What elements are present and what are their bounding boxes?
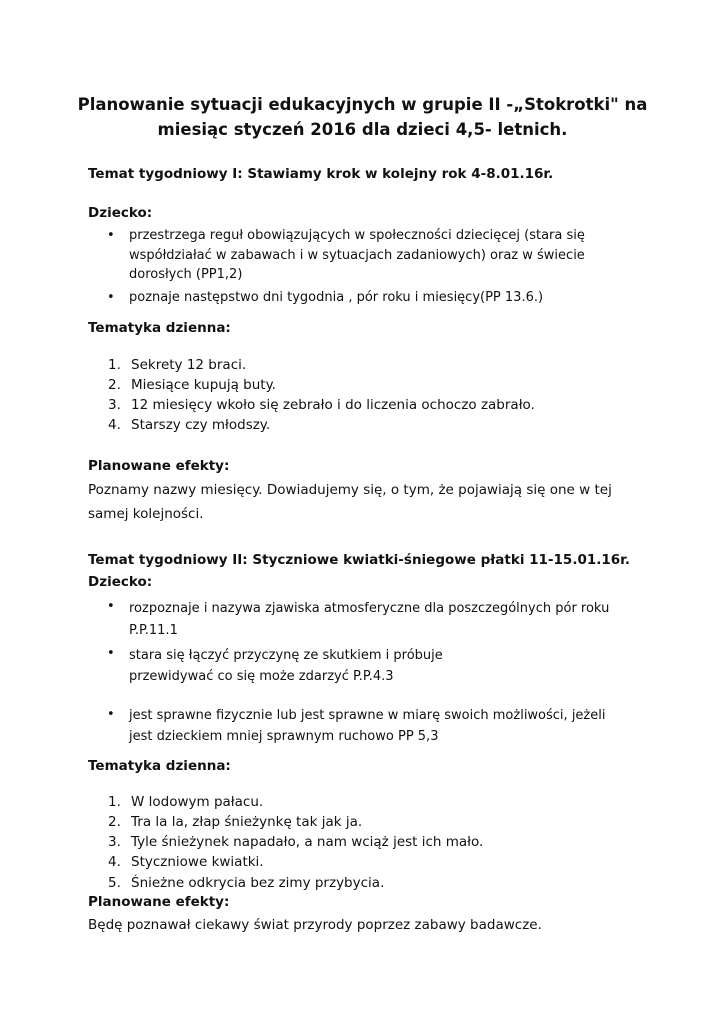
list-number: 5. (108, 875, 121, 891)
goal-line: dorosłych (PP1,2) (129, 267, 243, 282)
bullet-icon: • (107, 646, 115, 661)
daily-topic: W lodowym pałacu. (131, 794, 264, 810)
list-number: 4. (108, 854, 121, 870)
goal-line: stara się łączyć przyczynę ze skutkiem i próbuje (129, 648, 443, 663)
week1-goal (129, 288, 543, 308)
list-number: 3. (108, 834, 121, 850)
goal-line: P.P.11.1 (129, 623, 178, 638)
effects-line: Poznamy nazwy miesięcy. Dowiadujemy się, o tym, że pojawiają się one w tej (88, 482, 612, 498)
week2-goal (129, 598, 609, 642)
goal-line: współdziałać w zabawach i w sytuacjach zadaniowych) oraz w świecie (129, 247, 585, 263)
daily-topic: Styczniowe kwiatki. (131, 854, 264, 870)
goal-line: przestrzega reguł obowiązujących w społeczności dziecięcej (stara się (129, 228, 585, 243)
daily-topic: Tyle śnieżynek napadało, a nam wciąż jest ich mało. (131, 834, 484, 850)
list-number: 1. (108, 794, 121, 810)
bullet-icon: • (107, 599, 115, 614)
list-number: 3. (108, 397, 121, 413)
goal-line: poznaje następstwo dni tygodnia , pór roku i miesięcy(PP 13.6.) (129, 290, 544, 305)
list-number: 2. (108, 814, 121, 830)
daily-topic: Miesiące kupują buty. (131, 377, 276, 393)
list-number: 4. (108, 417, 121, 433)
page-title (70, 92, 655, 142)
week2-theme-heading: Temat tygodniowy II: Styczniowe kwiatki-śniegowe płatki 11-15.01.16r. (88, 552, 631, 568)
title-line: miesiąc styczeń 2016 dla dzieci 4,5- letnich. (157, 120, 568, 139)
title-line: Planowanie sytuacji edukacyjnych w grupie II -„Stokrotki" na (77, 95, 648, 114)
goal-line: rozpoznaje i nazywa zjawiska atmosferyczne dla poszczególnych pór roku (129, 601, 610, 616)
effects-line: Będę poznawał ciekawy świat przyrody poprzez zabawy badawcze. (88, 917, 542, 933)
daily-topic: Sekrety 12 braci. (131, 357, 247, 373)
bullet-icon: • (107, 228, 115, 243)
effects-line: samej kolejności. (88, 506, 204, 522)
daily-topic: Starszy czy młodszy. (131, 417, 271, 433)
week2-goal (129, 705, 605, 747)
week2-effects-label: Planowane efekty: (88, 894, 230, 910)
week2-daily-label: Tematyka dzienna: (88, 758, 231, 774)
week1-goal (129, 226, 585, 285)
daily-topic: Śnieżne odkrycia bez zimy przybycia. (131, 875, 385, 891)
list-number: 2. (108, 377, 121, 393)
goal-line: jest dzieckiem mniej sprawnym ruchowo PP 5,3 (129, 729, 439, 744)
week2-child-label: Dziecko: (88, 574, 153, 590)
daily-topic: Tra la la, złap śnieżynkę tak jak ja. (131, 814, 363, 830)
daily-topic: 12 miesięcy wkoło się zebrało i do liczenia ochoczo zabrało. (131, 397, 535, 413)
goal-line: jest sprawne fizycznie lub jest sprawne w miarę swoich możliwości, jeżeli (129, 708, 606, 723)
week1-theme-heading: Temat tygodniowy I: Stawiamy krok w kolejny rok 4-8.01.16r. (88, 166, 554, 182)
bullet-icon: • (107, 707, 115, 722)
week2-goal (129, 645, 443, 687)
week1-daily-label: Tematyka dzienna: (88, 320, 231, 336)
bullet-icon: • (107, 290, 115, 305)
week1-child-label: Dziecko: (88, 205, 153, 221)
list-number: 1. (108, 357, 121, 373)
goal-line: przewidywać co się może zdarzyć P.P.4.3 (129, 669, 394, 684)
week1-effects-label: Planowane efekty: (88, 458, 230, 474)
